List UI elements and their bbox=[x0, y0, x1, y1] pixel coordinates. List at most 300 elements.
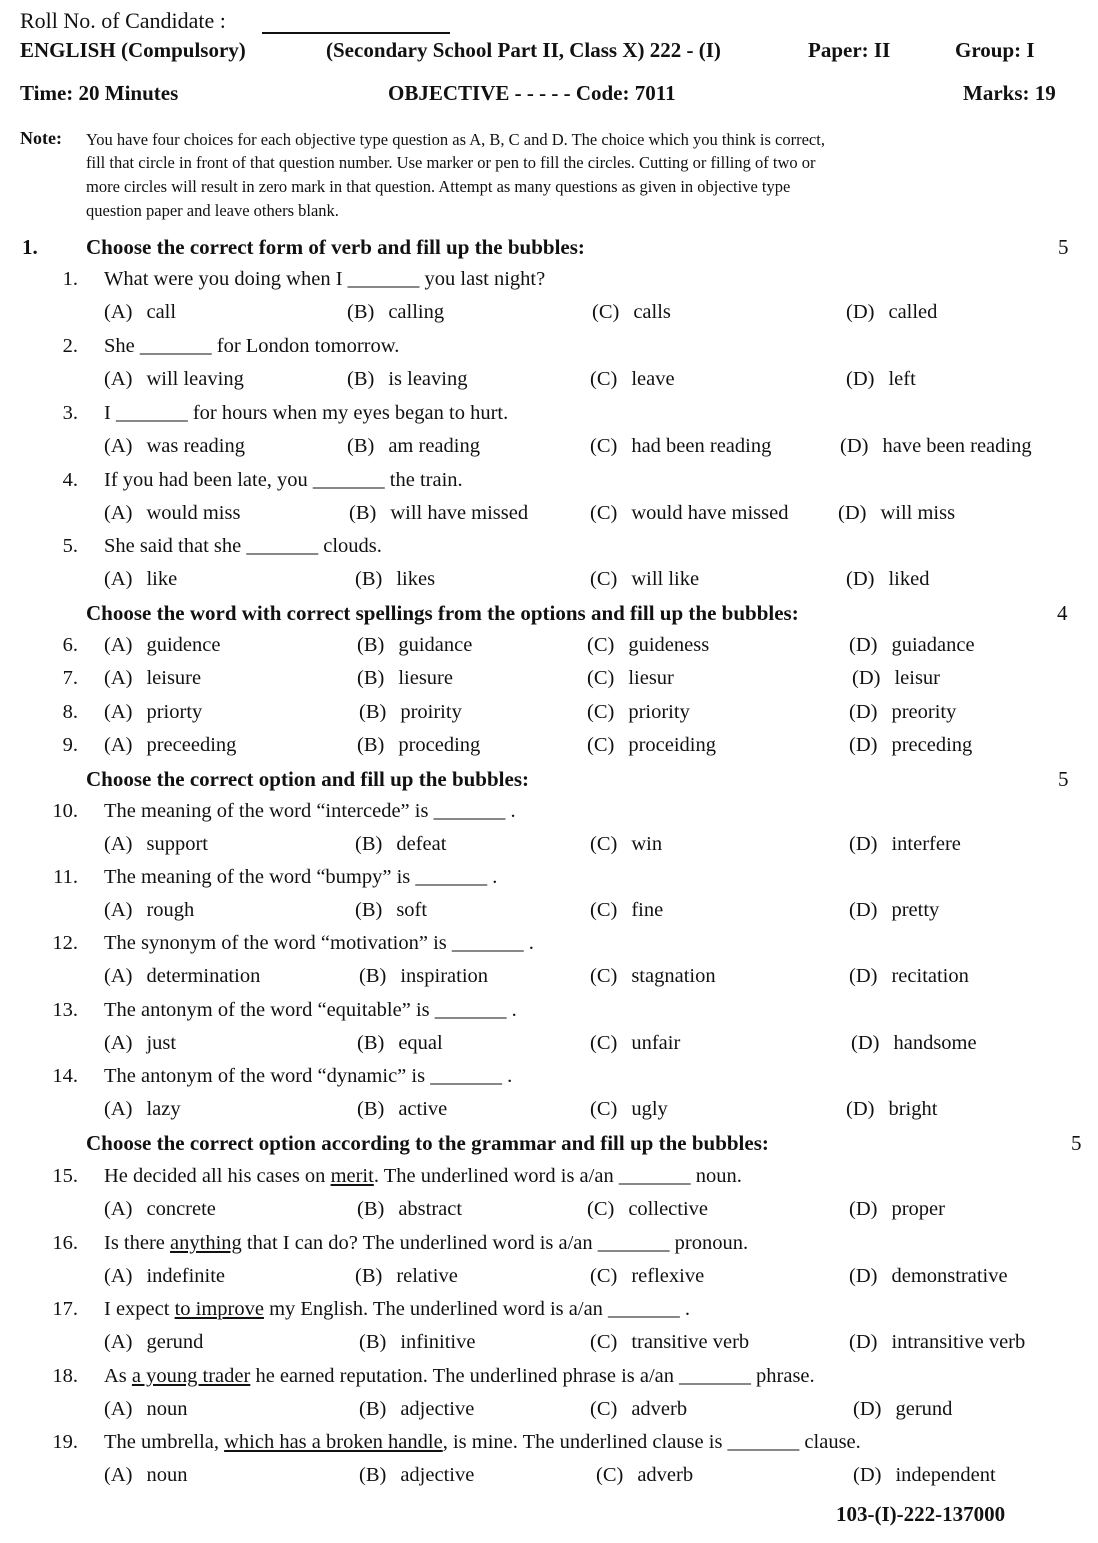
question-text-part: . The underlined word is a/an _______ noun. bbox=[373, 1165, 742, 1187]
option-text: relative bbox=[396, 1265, 458, 1287]
option-text: support bbox=[146, 833, 208, 855]
note-label: Note: bbox=[20, 128, 62, 148]
question-number: 12. bbox=[52, 932, 78, 954]
question-text bbox=[104, 268, 545, 291]
answer-option[interactable] bbox=[849, 1331, 1025, 1354]
answer-option[interactable] bbox=[852, 667, 940, 690]
section-marks: 5 bbox=[1071, 1131, 1082, 1155]
answer-option[interactable] bbox=[104, 899, 194, 922]
answer-option[interactable] bbox=[590, 368, 675, 391]
answer-option[interactable] bbox=[849, 701, 956, 724]
answer-option[interactable] bbox=[104, 368, 244, 391]
answer-option[interactable] bbox=[104, 1032, 176, 1055]
answer-option[interactable] bbox=[587, 701, 690, 724]
option-letter: (D) bbox=[849, 833, 878, 855]
option-text: will leaving bbox=[146, 368, 244, 390]
answer-option[interactable] bbox=[359, 1398, 474, 1421]
option-text: leave bbox=[631, 368, 675, 390]
option-text: recitation bbox=[891, 965, 969, 987]
question-text-part: The meaning of the word “intercede” is _______ . bbox=[104, 800, 516, 822]
option-letter: (A) bbox=[104, 899, 133, 921]
answer-option[interactable] bbox=[590, 1265, 704, 1288]
question-text bbox=[104, 1232, 748, 1255]
option-letter: (A) bbox=[104, 1265, 133, 1287]
option-letter: (D) bbox=[849, 1265, 878, 1287]
option-letter: (A) bbox=[104, 435, 133, 457]
option-text: inspiration bbox=[400, 965, 489, 987]
question-text-part: She said that she _______ clouds. bbox=[104, 535, 382, 557]
option-letter: (D) bbox=[846, 301, 875, 323]
option-letter: (C) bbox=[590, 1398, 618, 1420]
option-letter: (A) bbox=[104, 701, 133, 723]
option-text: transitive verb bbox=[631, 1331, 750, 1353]
option-letter: (D) bbox=[853, 1464, 882, 1486]
option-text: noun bbox=[146, 1464, 188, 1486]
underlined-word: anything bbox=[170, 1232, 242, 1254]
option-letter: (C) bbox=[590, 833, 618, 855]
option-letter: (C) bbox=[590, 368, 618, 390]
option-text: guidence bbox=[146, 634, 221, 656]
section-title: Choose the correct option and fill up the bubbles: bbox=[86, 767, 529, 791]
option-text: preority bbox=[891, 701, 957, 723]
question-number: 15. bbox=[52, 1165, 78, 1187]
option-text: independent bbox=[895, 1464, 996, 1486]
option-letter: (B) bbox=[357, 634, 385, 656]
option-letter: (B) bbox=[357, 1198, 385, 1220]
option-letter: (B) bbox=[359, 1398, 387, 1420]
option-letter: (B) bbox=[357, 1032, 385, 1054]
option-letter: (D) bbox=[849, 965, 878, 987]
answer-option[interactable] bbox=[587, 667, 674, 690]
question-number: 4. bbox=[62, 469, 78, 491]
option-text: will miss bbox=[880, 502, 956, 524]
option-text: noun bbox=[146, 1398, 188, 1420]
underlined-word: to improve bbox=[174, 1298, 264, 1320]
option-text: unfair bbox=[631, 1032, 681, 1054]
option-letter: (A) bbox=[104, 734, 133, 756]
answer-option[interactable] bbox=[846, 368, 916, 391]
option-letter: (D) bbox=[853, 1398, 882, 1420]
option-letter: (B) bbox=[357, 734, 385, 756]
option-text: called bbox=[888, 301, 938, 323]
option-text: concrete bbox=[146, 1198, 216, 1220]
option-letter: (A) bbox=[104, 1098, 133, 1120]
answer-option[interactable] bbox=[596, 1464, 693, 1487]
answer-option[interactable] bbox=[590, 1098, 668, 1121]
option-letter: (D) bbox=[851, 1032, 880, 1054]
question-text-part: He decided all his cases on bbox=[104, 1165, 331, 1187]
objective-code-label: OBJECTIVE - - - - - Code: 7011 bbox=[388, 81, 676, 105]
answer-option[interactable] bbox=[104, 833, 208, 856]
option-text: priorty bbox=[146, 701, 203, 723]
question-text bbox=[104, 1431, 861, 1454]
option-text: handsome bbox=[893, 1032, 977, 1054]
section-title: Choose the correct option according to the grammar and fill up the bubbles: bbox=[86, 1131, 769, 1155]
answer-option[interactable] bbox=[104, 1331, 203, 1354]
question-text bbox=[104, 469, 463, 492]
time-label: Time: 20 Minutes bbox=[20, 81, 179, 105]
answer-option[interactable] bbox=[849, 965, 969, 988]
answer-option[interactable] bbox=[359, 701, 462, 724]
answer-option[interactable] bbox=[849, 634, 975, 657]
answer-option[interactable] bbox=[587, 734, 716, 757]
option-letter: (D) bbox=[838, 502, 867, 524]
option-text: calling bbox=[388, 301, 445, 323]
option-text: am reading bbox=[388, 435, 480, 457]
question-text bbox=[104, 866, 497, 889]
option-letter: (B) bbox=[359, 965, 387, 987]
option-text: would miss bbox=[146, 502, 241, 524]
option-text: active bbox=[398, 1098, 448, 1120]
answer-option[interactable] bbox=[849, 833, 961, 856]
answer-option[interactable] bbox=[104, 965, 260, 988]
option-text: is leaving bbox=[388, 368, 468, 390]
answer-option[interactable] bbox=[840, 435, 1032, 458]
question-number: 9. bbox=[62, 734, 78, 756]
option-text: rough bbox=[146, 899, 195, 921]
option-text: reflexive bbox=[631, 1265, 705, 1287]
answer-option[interactable] bbox=[104, 634, 220, 657]
option-text: win bbox=[631, 833, 663, 855]
underlined-word: merit bbox=[330, 1165, 374, 1187]
question-number: 8. bbox=[62, 701, 78, 723]
option-letter: (B) bbox=[347, 301, 375, 323]
option-letter: (A) bbox=[104, 301, 133, 323]
option-letter: (C) bbox=[587, 734, 615, 756]
option-letter: (B) bbox=[349, 502, 377, 524]
answer-option[interactable] bbox=[590, 1398, 687, 1421]
option-letter: (C) bbox=[587, 701, 615, 723]
option-letter: (D) bbox=[849, 1198, 878, 1220]
question-text-part: The meaning of the word “bumpy” is _______ . bbox=[104, 866, 498, 888]
option-text: collective bbox=[628, 1198, 709, 1220]
answer-option[interactable] bbox=[347, 301, 444, 324]
answer-option[interactable] bbox=[849, 1198, 945, 1221]
answer-option[interactable] bbox=[587, 1198, 708, 1221]
answer-option[interactable] bbox=[347, 368, 467, 391]
option-text: would have missed bbox=[631, 502, 789, 524]
option-letter: (D) bbox=[849, 899, 878, 921]
question-text bbox=[104, 999, 517, 1022]
option-letter: (C) bbox=[587, 1198, 615, 1220]
answer-option[interactable] bbox=[590, 1032, 680, 1055]
question-text bbox=[104, 1065, 512, 1088]
answer-option[interactable] bbox=[355, 833, 446, 856]
answer-option[interactable] bbox=[347, 435, 480, 458]
option-letter: (C) bbox=[592, 301, 620, 323]
question-number: 10. bbox=[52, 800, 78, 822]
option-text: just bbox=[146, 1032, 177, 1054]
question-text bbox=[104, 535, 382, 558]
paper-label: Paper: II bbox=[808, 38, 891, 62]
question-text-part: that I can do? The underlined word is a/an _______ pronoun. bbox=[241, 1232, 749, 1254]
option-text: likes bbox=[396, 568, 436, 590]
option-letter: (A) bbox=[104, 667, 133, 689]
option-letter: (B) bbox=[357, 1098, 385, 1120]
note-line: fill that circle in front of that question number. Use marker or pen to fill the circles. Cutting or filling of two or bbox=[86, 153, 816, 172]
answer-option[interactable] bbox=[357, 634, 472, 657]
answer-option[interactable] bbox=[104, 1398, 187, 1421]
option-text: priority bbox=[628, 701, 690, 723]
option-text: soft bbox=[396, 899, 428, 921]
option-letter: (C) bbox=[590, 965, 618, 987]
option-letter: (C) bbox=[587, 634, 615, 656]
option-text: ugly bbox=[631, 1098, 668, 1120]
note-line: question paper and leave others blank. bbox=[86, 201, 339, 220]
option-text: proirity bbox=[400, 701, 462, 723]
option-text: gerund bbox=[146, 1331, 204, 1353]
option-text: determination bbox=[146, 965, 261, 987]
option-text: leisur bbox=[894, 667, 941, 689]
question-number: 11. bbox=[53, 866, 78, 888]
roll-number-blank[interactable] bbox=[262, 32, 450, 34]
question-text-part: , is mine. The underlined clause is _______ clause. bbox=[442, 1431, 861, 1453]
option-text: interfere bbox=[891, 833, 961, 855]
note-block bbox=[20, 128, 62, 149]
question-number: 2. bbox=[62, 335, 78, 357]
option-letter: (A) bbox=[104, 634, 133, 656]
option-letter: (A) bbox=[104, 368, 133, 390]
option-letter: (C) bbox=[590, 1032, 618, 1054]
question-text-part: The antonym of the word “dynamic” is _______ . bbox=[104, 1065, 513, 1087]
option-letter: (C) bbox=[596, 1464, 624, 1486]
option-text: abstract bbox=[398, 1198, 463, 1220]
option-text: lazy bbox=[146, 1098, 181, 1120]
option-text: indefinite bbox=[146, 1265, 226, 1287]
option-letter: (D) bbox=[849, 701, 878, 723]
answer-option[interactable] bbox=[849, 1265, 1008, 1288]
option-text: will like bbox=[631, 568, 700, 590]
question-text-part: my English. The underlined word is a/an _______ . bbox=[263, 1298, 691, 1320]
answer-option[interactable] bbox=[587, 634, 709, 657]
question-text bbox=[104, 402, 508, 425]
section-marks: 5 bbox=[1058, 235, 1069, 259]
question-number: 16. bbox=[52, 1232, 78, 1254]
answer-option[interactable] bbox=[359, 1331, 475, 1354]
answer-option[interactable] bbox=[846, 568, 929, 591]
option-letter: (C) bbox=[590, 568, 618, 590]
answer-option[interactable] bbox=[104, 667, 201, 690]
option-letter: (B) bbox=[355, 568, 383, 590]
option-text: intransitive verb bbox=[891, 1331, 1026, 1353]
underlined-word: which has a broken handle bbox=[224, 1431, 443, 1453]
option-letter: (B) bbox=[347, 368, 375, 390]
answer-option[interactable] bbox=[104, 435, 245, 458]
option-text: proceding bbox=[398, 734, 481, 756]
subject-title: ENGLISH (Compulsory) bbox=[20, 38, 246, 62]
question-text bbox=[104, 932, 534, 955]
question-text-part: I _______ for hours when my eyes began to hurt. bbox=[104, 402, 509, 424]
section-marks: 4 bbox=[1057, 601, 1068, 625]
answer-option[interactable] bbox=[359, 1464, 474, 1487]
option-text: adjective bbox=[400, 1464, 475, 1486]
option-text: liesur bbox=[628, 667, 674, 689]
answer-option[interactable] bbox=[357, 1032, 443, 1055]
option-letter: (B) bbox=[359, 1331, 387, 1353]
answer-option[interactable] bbox=[104, 1265, 225, 1288]
option-text: equal bbox=[398, 1032, 443, 1054]
paper-code: 103-(I)-222-137000 bbox=[836, 1502, 1006, 1526]
answer-option[interactable] bbox=[846, 1098, 937, 1121]
option-letter: (C) bbox=[590, 899, 618, 921]
answer-option[interactable] bbox=[851, 1032, 977, 1055]
answer-option[interactable] bbox=[104, 1198, 216, 1221]
answer-option[interactable] bbox=[592, 301, 671, 324]
option-text: have been reading bbox=[882, 435, 1032, 457]
question-text bbox=[104, 1365, 815, 1388]
question-number: 7. bbox=[62, 667, 78, 689]
option-letter: (D) bbox=[852, 667, 881, 689]
option-letter: (C) bbox=[590, 1265, 618, 1287]
option-text: adjective bbox=[400, 1398, 475, 1420]
question-text bbox=[104, 335, 399, 358]
option-letter: (A) bbox=[104, 1464, 133, 1486]
answer-option[interactable] bbox=[104, 701, 202, 724]
answer-option[interactable] bbox=[590, 1331, 749, 1354]
question-text-part: Is there bbox=[104, 1232, 171, 1254]
option-text: guideness bbox=[628, 634, 710, 656]
question-text-part: The antonym of the word “equitable” is _______ . bbox=[104, 999, 517, 1021]
option-text: had been reading bbox=[631, 435, 772, 457]
option-text: liesure bbox=[398, 667, 453, 689]
course-title: (Secondary School Part II, Class X) 222 - (I) bbox=[326, 38, 721, 62]
option-text: proceiding bbox=[628, 734, 716, 756]
option-letter: (D) bbox=[846, 568, 875, 590]
option-text: fine bbox=[631, 899, 664, 921]
option-text: call bbox=[146, 301, 177, 323]
option-text: preceeding bbox=[146, 734, 237, 756]
question-text bbox=[104, 1298, 690, 1321]
answer-option[interactable] bbox=[590, 502, 788, 525]
answer-option[interactable] bbox=[853, 1398, 952, 1421]
answer-option[interactable] bbox=[838, 502, 955, 525]
option-letter: (C) bbox=[590, 435, 618, 457]
answer-option[interactable] bbox=[590, 435, 771, 458]
option-text: guidance bbox=[398, 634, 473, 656]
group-label: Group: I bbox=[955, 38, 1035, 62]
answer-option[interactable] bbox=[846, 301, 937, 324]
question-text-part: The synonym of the word “motivation” is _______ . bbox=[104, 932, 534, 954]
question-text bbox=[104, 800, 516, 823]
question-text-part: I expect bbox=[104, 1298, 175, 1320]
answer-option[interactable] bbox=[849, 734, 972, 757]
option-letter: (A) bbox=[104, 568, 133, 590]
answer-option[interactable] bbox=[355, 1265, 458, 1288]
note-line: more circles will result in zero mark in that question. Attempt as many questions as given in objective type bbox=[86, 177, 791, 196]
section-title: Choose the word with correct spellings from the options and fill up the bubbles: bbox=[86, 601, 799, 625]
roll-number-label: Roll No. of Candidate : bbox=[20, 8, 226, 33]
option-letter: (C) bbox=[590, 1331, 618, 1353]
option-letter: (C) bbox=[590, 502, 618, 524]
option-letter: (D) bbox=[849, 1331, 878, 1353]
question-number: 5. bbox=[62, 535, 78, 557]
question-text bbox=[104, 1165, 742, 1188]
option-letter: (A) bbox=[104, 502, 133, 524]
section-title: Choose the correct form of verb and fill up the bubbles: bbox=[86, 235, 585, 259]
answer-option[interactable] bbox=[357, 667, 453, 690]
answer-option[interactable] bbox=[590, 899, 663, 922]
answer-option[interactable] bbox=[359, 965, 488, 988]
note-line: You have four choices for each objective type question as A, B, C and D. The choice which you think is correct, bbox=[86, 130, 825, 149]
option-letter: (D) bbox=[849, 634, 878, 656]
option-letter: (B) bbox=[355, 1265, 383, 1287]
option-text: liked bbox=[888, 568, 930, 590]
question-text-part: If you had been late, you _______ the train. bbox=[104, 469, 463, 491]
option-letter: (A) bbox=[104, 1331, 133, 1353]
answer-option[interactable] bbox=[853, 1464, 996, 1487]
answer-option[interactable] bbox=[590, 965, 716, 988]
option-letter: (D) bbox=[846, 368, 875, 390]
answer-option[interactable] bbox=[355, 899, 427, 922]
answer-option[interactable] bbox=[104, 502, 240, 525]
section-marks: 5 bbox=[1058, 767, 1069, 791]
option-text: adverb bbox=[631, 1398, 688, 1420]
option-text: will have missed bbox=[390, 502, 529, 524]
option-text: was reading bbox=[146, 435, 245, 457]
answer-option[interactable] bbox=[355, 568, 435, 591]
answer-option[interactable] bbox=[349, 502, 528, 525]
option-text: pretty bbox=[891, 899, 940, 921]
option-letter: (D) bbox=[840, 435, 869, 457]
option-text: infinitive bbox=[400, 1331, 476, 1353]
answer-option[interactable] bbox=[104, 568, 177, 591]
answer-option[interactable] bbox=[357, 1198, 462, 1221]
option-text: calls bbox=[633, 301, 671, 323]
question-number: 3. bbox=[62, 402, 78, 424]
question-text-part: She _______ for London tomorrow. bbox=[104, 335, 400, 357]
option-letter: (D) bbox=[846, 1098, 875, 1120]
option-text: leisure bbox=[146, 667, 202, 689]
question-number: 1. bbox=[62, 268, 78, 290]
option-text: proper bbox=[891, 1198, 945, 1220]
answer-option[interactable] bbox=[590, 833, 662, 856]
question-number: 6. bbox=[62, 634, 78, 656]
answer-option[interactable] bbox=[104, 1464, 187, 1487]
section-number: 1. bbox=[22, 235, 38, 259]
option-text: guiadance bbox=[891, 634, 975, 656]
option-letter: (B) bbox=[357, 667, 385, 689]
answer-option[interactable] bbox=[357, 734, 480, 757]
question-number: 18. bbox=[52, 1365, 78, 1387]
answer-option[interactable] bbox=[357, 1098, 447, 1121]
option-letter: (B) bbox=[359, 1464, 387, 1486]
answer-option[interactable] bbox=[104, 1098, 181, 1121]
question-number: 17. bbox=[52, 1298, 78, 1320]
option-text: adverb bbox=[637, 1464, 694, 1486]
option-text: stagnation bbox=[631, 965, 716, 987]
question-text-part: he earned reputation. The underlined phrase is a/an _______ phrase. bbox=[250, 1365, 815, 1387]
answer-option[interactable] bbox=[849, 899, 939, 922]
question-number: 19. bbox=[52, 1431, 78, 1453]
option-letter: (A) bbox=[104, 1032, 133, 1054]
question-text-part: As bbox=[104, 1365, 132, 1387]
option-text: left bbox=[888, 368, 916, 390]
option-text: bright bbox=[888, 1098, 938, 1120]
option-letter: (A) bbox=[104, 1198, 133, 1220]
answer-option[interactable] bbox=[104, 734, 236, 757]
option-text: demonstrative bbox=[891, 1265, 1008, 1287]
option-text: defeat bbox=[396, 833, 447, 855]
option-letter: (D) bbox=[849, 734, 878, 756]
answer-option[interactable] bbox=[104, 301, 176, 324]
option-letter: (B) bbox=[347, 435, 375, 457]
underlined-word: a young trader bbox=[131, 1365, 251, 1387]
option-letter: (B) bbox=[355, 833, 383, 855]
option-text: gerund bbox=[895, 1398, 953, 1420]
option-letter: (C) bbox=[590, 1098, 618, 1120]
option-letter: (A) bbox=[104, 833, 133, 855]
answer-option[interactable] bbox=[590, 568, 699, 591]
